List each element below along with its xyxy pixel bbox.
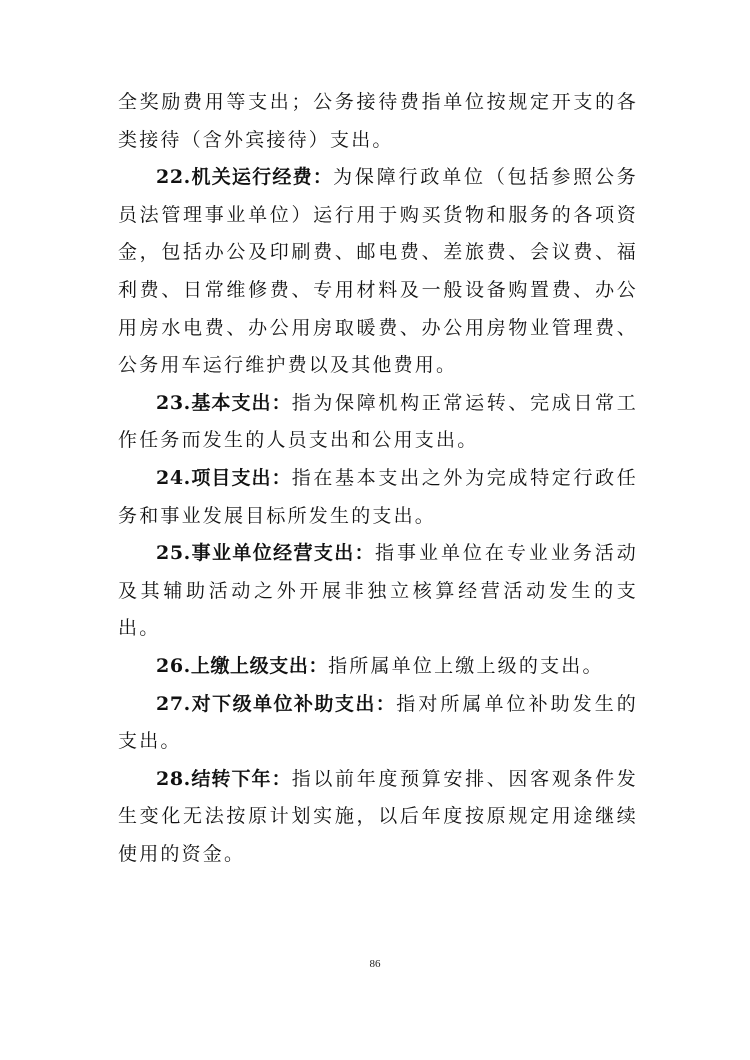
document-body	[118, 84, 638, 873]
page-number: 86	[369, 958, 381, 970]
paragraph-text: 指为保障机构正常运转、完成日常工作任务而发生的人员支出和公用支出。	[118, 391, 639, 452]
term-label: 26.上缴上级支出：	[156, 654, 329, 677]
paragraph-text: 指以前年度预算安排、因客观条件发生变化无法按原计划实施，以后年度按原规定用途继续使用的资金。	[118, 767, 639, 865]
paragraph-remittance-to-superior	[118, 648, 638, 686]
paragraph-hospitality-continuation	[118, 84, 638, 159]
term-label: 28.结转下年：	[156, 767, 292, 790]
paragraph-text: 指对所属单位补助发生的支出。	[118, 692, 639, 753]
term-label: 22.机关运行经费：	[156, 166, 334, 189]
paragraph-text: 指事业单位在专业业务活动及其辅助活动之外开展非独立核算经营活动发生的支出。	[118, 542, 638, 640]
paragraph-basic-expenditure	[118, 385, 638, 460]
paragraph-subsidy-to-subordinate	[118, 686, 638, 761]
paragraph-project-expenditure	[118, 460, 638, 535]
paragraph-text: 为保障行政单位（包括参照公务员法管理事业单位）运行用于购买货物和服务的各项资金，包括办公及印刷费、邮电费、差旅费、会议费、福利费、日常维修费、专用材料及一般设备购置费、办公用房水电费、办公用房取暖费、办公用房物业管理费、公务用车运行维护费以及其他费用。	[118, 166, 638, 377]
paragraph-text: 指所属单位上缴上级的支出。	[328, 654, 604, 677]
paragraph-text: 全奖励费用等支出；公务接待费指单位按规定开支的各类接待（含外宾接待）支出。	[118, 91, 638, 151]
term-label: 27.对下级单位补助支出：	[156, 692, 397, 715]
paragraph-text: 指在基本支出之外为完成特定行政任务和事业发展目标所发生的支出。	[118, 466, 639, 527]
term-label: 23.基本支出：	[156, 391, 292, 414]
paragraph-carry-forward	[118, 761, 638, 874]
paragraph-business-operating-expenditure	[118, 535, 638, 648]
paragraph-agency-operating-expenses	[118, 159, 638, 385]
term-label: 25.事业单位经营支出：	[156, 542, 376, 565]
term-label: 24.项目支出：	[156, 466, 292, 489]
